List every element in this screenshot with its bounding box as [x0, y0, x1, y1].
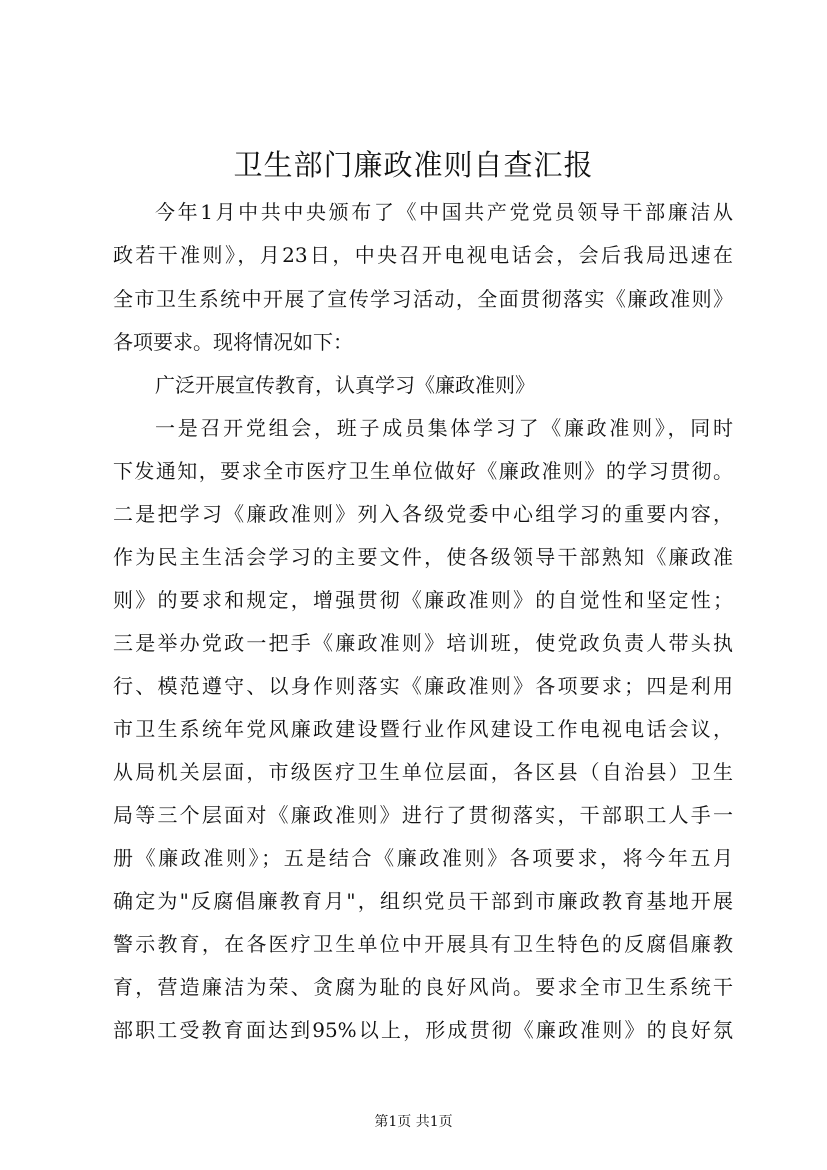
paragraph-line: 从局机关层面，市级医疗卫生单位层面，各区县（自治县）卫生 — [113, 760, 733, 784]
paragraph-line: 市卫生系统年党风廉政建设暨行业作风建设工作电视电话会议， — [113, 717, 733, 741]
section-heading: 广泛开展宣传教育，认真学习《廉政准则》 — [155, 373, 535, 397]
document-title: 卫生部门廉政准则自查汇报 — [233, 148, 594, 182]
paragraph-line: 下发通知，要求全市医疗卫生单位做好《廉政准则》的学习贯彻。 — [113, 459, 733, 483]
paragraph-line: 确定为"反腐倡廉教育月"，组织党员干部到市廉政教育基地开展 — [113, 889, 733, 913]
paragraph-line: 各项要求。现将情况如下： — [113, 330, 353, 354]
paragraph-line: 二是把学习《廉政准则》列入各级党委中心组学习的重要内容， — [113, 502, 733, 526]
paragraph-line: 行、模范遵守、以身作则落实《廉政准则》各项要求；四是利用 — [113, 674, 733, 698]
paragraph-line: 则》的要求和规定，增强贯彻《廉政准则》的自觉性和坚定性； — [113, 588, 733, 612]
paragraph-line: 册《廉政准则》；五是结合《廉政准则》各项要求，将今年五月 — [113, 846, 733, 870]
page-number-footer: 第1页 共1页 — [374, 1114, 453, 1130]
paragraph-line: 育，营造廉洁为荣、贪腐为耻的良好风尚。要求全市卫生系统干 — [113, 975, 733, 999]
paragraph-line: 三是举办党政一把手《廉政准则》培训班，使党政负责人带头执 — [113, 631, 733, 655]
paragraph-line: 作为民主生活会学习的主要文件，使各级领导干部熟知《廉政准 — [113, 545, 733, 569]
paragraph-line: 部职工受教育面达到95%以上，形成贯彻《廉政准则》的良好氛 — [113, 1018, 733, 1042]
paragraph-line: 全市卫生系统中开展了宣传学习活动，全面贯彻落实《廉政准则》 — [113, 287, 733, 311]
paragraph-line: 一是召开党组会，班子成员集体学习了《廉政准则》，同时 — [155, 416, 733, 440]
paragraph-line: 局等三个层面对《廉政准则》进行了贯彻落实，干部职工人手一 — [113, 803, 733, 827]
paragraph-line: 警示教育，在各医疗卫生单位中开展具有卫生特色的反腐倡廉教 — [113, 932, 733, 956]
paragraph-line: 政若干准则》，月23日，中央召开电视电话会，会后我局迅速在 — [113, 243, 733, 267]
paragraph-line: 今年1月中共中央颁布了《中国共产党党员领导干部廉洁从 — [155, 200, 733, 224]
